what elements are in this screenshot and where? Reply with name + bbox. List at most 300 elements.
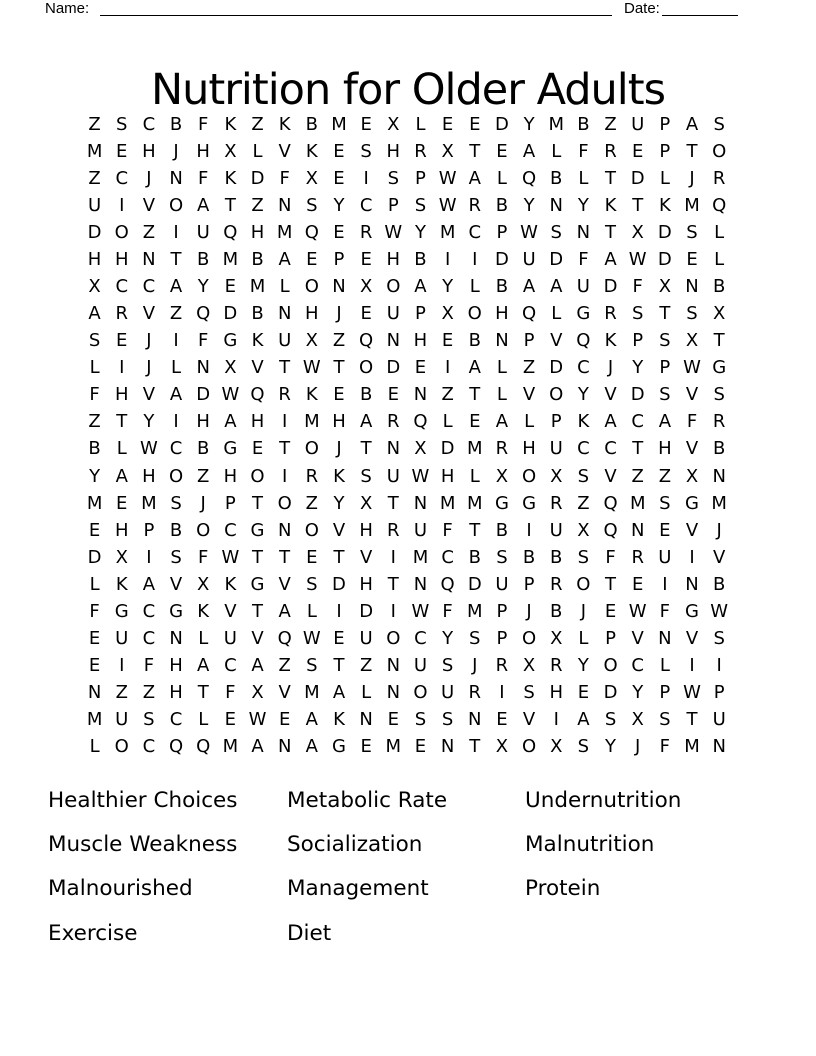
grid-letter: R — [468, 194, 482, 216]
grid-letter: U — [549, 519, 563, 541]
grid-letter: X — [577, 519, 590, 541]
grid-letter: K — [278, 113, 291, 135]
grid-letter: S — [116, 113, 128, 135]
grid-letter: J — [146, 357, 152, 379]
grid-letter: V — [142, 303, 156, 325]
grid-letter: B — [468, 330, 481, 352]
word-item: Socialization — [287, 832, 423, 858]
grid-letter: I — [173, 330, 179, 352]
grid-letter: E — [441, 330, 454, 352]
grid-letter: U — [413, 519, 428, 541]
grid-letter: B — [550, 600, 563, 622]
grid-letter: D — [630, 167, 645, 189]
grid-letter: G — [332, 736, 346, 758]
grid-letter: I — [119, 194, 125, 216]
grid-letter: Q — [413, 411, 428, 433]
grid-letter: D — [657, 221, 672, 243]
grid-letter: A — [142, 573, 156, 595]
grid-letter: L — [659, 655, 670, 677]
grid-letter: S — [306, 573, 318, 595]
grid-letter: T — [252, 600, 264, 622]
grid-letter: U — [549, 438, 563, 460]
grid-letter: B — [251, 303, 264, 325]
grid-letter: B — [468, 546, 481, 568]
grid-letter: H — [169, 682, 183, 704]
grid-letter: E — [116, 330, 128, 352]
grid-letter: M — [548, 113, 564, 135]
grid-letter: W — [683, 682, 701, 704]
grid-letter: C — [577, 357, 590, 379]
grid-letter: E — [632, 573, 644, 595]
grid-letter: E — [333, 140, 345, 162]
grid-letter: K — [604, 194, 617, 216]
grid-letter: B — [712, 573, 726, 595]
grid-letter: A — [197, 194, 210, 216]
grid-letter: A — [251, 736, 264, 758]
grid-letter: K — [224, 167, 237, 189]
grid-letter: H — [142, 140, 156, 162]
grid-letter: W — [438, 194, 457, 216]
grid-letter: F — [198, 113, 209, 135]
grid-letter: Y — [605, 736, 617, 758]
grid-letter: I — [716, 655, 722, 677]
grid-letter: X — [495, 736, 509, 758]
grid-letter: E — [306, 546, 318, 568]
grid-letter: S — [496, 546, 508, 568]
grid-letter: U — [278, 330, 292, 352]
grid-letter: L — [496, 167, 507, 189]
grid-letter: X — [115, 546, 128, 568]
grid-letter: Q — [304, 221, 319, 243]
grid-letter: T — [605, 573, 617, 595]
grid-letter: E — [116, 140, 128, 162]
grid-letter: C — [142, 600, 156, 622]
grid-letter: H — [142, 465, 156, 487]
grid-letter: R — [387, 411, 400, 433]
grid-letter: W — [628, 248, 647, 270]
grid-letter: P — [523, 330, 535, 352]
grid-letter: H — [305, 303, 319, 325]
grid-letter: I — [173, 221, 179, 243]
grid-letter: Z — [441, 384, 454, 406]
grid-letter: K — [577, 411, 590, 433]
grid-letter: D — [359, 600, 374, 622]
grid-letter: E — [333, 167, 345, 189]
grid-letter: A — [88, 303, 101, 325]
grid-letter: O — [386, 276, 401, 297]
grid-letter: W — [438, 167, 457, 189]
grid-letter: B — [88, 438, 101, 460]
grid-letter: V — [142, 384, 156, 406]
grid-letter: Y — [442, 628, 454, 650]
grid-letter: Q — [168, 736, 184, 758]
grid-letter: T — [605, 221, 617, 243]
grid-letter: P — [659, 682, 671, 704]
grid-letter: N — [413, 492, 428, 514]
grid-letter: C — [577, 438, 590, 460]
grid-letter: E — [278, 709, 291, 731]
grid-letter: O — [413, 682, 428, 704]
grid-letter: X — [305, 330, 318, 352]
grid-letter: U — [87, 194, 102, 216]
grid-letter: B — [169, 113, 183, 135]
grid-letter: E — [88, 519, 101, 541]
grid-letter: S — [713, 384, 725, 406]
grid-letter: Z — [88, 113, 101, 135]
grid-letter: I — [444, 357, 451, 379]
grid-letter: Y — [577, 384, 589, 406]
grid-letter: M — [86, 492, 103, 514]
grid-letter: U — [196, 221, 210, 243]
grid-letter: D — [223, 303, 238, 325]
grid-letter: V — [251, 628, 264, 650]
grid-letter: L — [89, 357, 100, 379]
grid-letter: D — [549, 248, 564, 270]
grid-letter: K — [224, 573, 237, 595]
word-item: Protein — [525, 876, 601, 902]
grid-letter: U — [115, 628, 129, 650]
grid-letter: T — [197, 682, 209, 704]
grid-letter: K — [305, 384, 318, 406]
grid-letter: K — [604, 330, 617, 352]
grid-letter: Y — [143, 411, 155, 433]
grid-letter: V — [685, 519, 699, 541]
grid-letter: Z — [305, 492, 318, 514]
grid-letter: Y — [577, 194, 589, 216]
grid-letter: O — [359, 357, 374, 379]
grid-letter: S — [88, 330, 101, 352]
grid-letter: X — [88, 276, 101, 297]
grid-letter: E — [88, 655, 101, 677]
grid-letter: X — [359, 276, 373, 297]
grid-letter: V — [251, 357, 264, 379]
grid-letter: T — [469, 519, 481, 541]
grid-letter: N — [712, 465, 726, 487]
grid-letter: L — [714, 221, 725, 243]
grid-letter: O — [521, 736, 537, 758]
grid-letter: W — [139, 438, 158, 460]
grid-letter: L — [442, 411, 453, 433]
grid-letter: P — [333, 248, 345, 270]
grid-letter: S — [550, 221, 562, 243]
grid-letter: J — [526, 600, 532, 622]
grid-letter: M — [304, 682, 320, 704]
grid-letter: N — [277, 519, 292, 541]
grid-letter: H — [196, 411, 210, 433]
grid-letter: B — [169, 519, 183, 541]
grid-letter: J — [635, 736, 641, 758]
grid-letter: L — [89, 736, 100, 758]
grid-letter: Y — [523, 194, 535, 216]
grid-letter: C — [414, 628, 427, 650]
grid-letter: N — [549, 194, 563, 216]
grid-letter: X — [441, 303, 454, 325]
grid-letter: F — [686, 411, 698, 433]
grid-letter: L — [171, 357, 182, 379]
grid-letter: B — [251, 248, 264, 270]
grid-letter: R — [549, 492, 563, 514]
grid-letter: E — [251, 438, 264, 460]
grid-letter: L — [198, 628, 209, 650]
grid-letter: M — [629, 492, 646, 514]
grid-letter: O — [576, 573, 591, 595]
grid-letter: O — [603, 655, 618, 677]
grid-letter: P — [387, 194, 399, 216]
grid-letter: Z — [251, 113, 264, 135]
grid-letter: R — [549, 655, 563, 677]
grid-letter: N — [142, 248, 156, 270]
grid-letter: M — [412, 546, 429, 568]
grid-letter: M — [439, 492, 456, 514]
grid-letter: H — [332, 411, 346, 433]
grid-letter: V — [224, 600, 237, 622]
grid-letter: S — [659, 709, 671, 731]
grid-letter: U — [386, 465, 400, 487]
grid-letter: V — [332, 519, 346, 541]
grid-letter: D — [630, 384, 645, 406]
grid-letter: F — [659, 600, 671, 622]
grid-letter: Q — [521, 167, 537, 189]
grid-letter: I — [689, 546, 695, 568]
word-list — [0, 778, 816, 978]
grid-letter: O — [114, 221, 129, 243]
grid-letter: I — [146, 546, 152, 568]
grid-letter: P — [659, 357, 671, 379]
grid-letter: I — [282, 465, 288, 487]
grid-letter: X — [713, 303, 726, 325]
grid-letter: T — [170, 248, 182, 270]
grid-letter: E — [224, 276, 237, 297]
grid-letter: P — [143, 519, 155, 541]
grid-letter: A — [414, 276, 427, 297]
grid-letter: M — [304, 411, 320, 433]
grid-letter: Z — [197, 465, 210, 487]
page-title: Nutrition for Older Adults — [150, 64, 666, 115]
grid-letter: B — [550, 546, 563, 568]
grid-letter: B — [550, 167, 563, 189]
grid-letter: Q — [250, 384, 265, 406]
grid-letter: Y — [577, 655, 589, 677]
grid-letter: M — [249, 276, 266, 297]
grid-letter: M — [86, 709, 103, 731]
grid-letter: L — [659, 167, 670, 189]
grid-letter: Q — [277, 628, 292, 650]
grid-letter: F — [279, 167, 290, 189]
grid-letter: E — [333, 221, 345, 243]
grid-letter: S — [631, 303, 644, 325]
grid-letter: A — [278, 600, 291, 622]
grid-letter: V — [142, 194, 156, 216]
grid-letter: N — [495, 330, 509, 352]
grid-letter: T — [387, 573, 399, 595]
grid-letter: M — [276, 221, 293, 243]
grid-letter: N — [169, 628, 183, 650]
grid-letter: R — [359, 221, 373, 243]
grid-letter: U — [441, 682, 455, 704]
grid-letter: O — [386, 628, 401, 650]
grid-letter: R — [468, 682, 482, 704]
grid-letter: F — [198, 167, 209, 189]
grid-letter: V — [550, 330, 563, 352]
grid-letter: X — [305, 167, 318, 189]
grid-letter: D — [386, 357, 401, 379]
grid-letter: C — [169, 438, 183, 460]
grid-letter: C — [115, 167, 129, 189]
grid-letter: C — [631, 655, 644, 677]
grid-letter: Y — [414, 221, 426, 243]
grid-letter: Q — [603, 519, 618, 541]
grid-letter: U — [115, 709, 129, 731]
grid-letter: S — [170, 492, 182, 514]
word-item: Healthier Choices — [48, 787, 238, 813]
word-item: Malnourished — [48, 876, 193, 902]
word-item: Undernutrition — [525, 787, 682, 813]
grid-letter: Y — [89, 465, 101, 487]
grid-letter: G — [223, 330, 238, 352]
grid-letter: Y — [197, 276, 209, 297]
grid-letter: F — [442, 519, 453, 541]
grid-letter: Y — [632, 357, 644, 379]
grid-letter: C — [115, 276, 129, 297]
grid-letter: Q — [196, 303, 211, 325]
grid-letter: C — [604, 438, 617, 460]
grid-letter: Z — [88, 411, 101, 433]
grid-letter: F — [225, 682, 236, 704]
grid-letter: F — [198, 330, 209, 352]
grid-letter: N — [386, 655, 401, 677]
grid-letter: H — [549, 682, 563, 704]
grid-letter: D — [657, 248, 672, 270]
grid-letter: E — [659, 519, 671, 541]
grid-letter: A — [522, 140, 536, 162]
grid-letter: F — [89, 600, 100, 622]
grid-letter: C — [631, 411, 644, 433]
grid-letter: I — [390, 546, 396, 568]
grid-letter: H — [386, 248, 401, 270]
grid-letter: A — [604, 248, 617, 270]
grid-letter: T — [224, 194, 236, 216]
grid-letter: B — [712, 276, 726, 297]
grid-letter: T — [659, 303, 671, 325]
grid-letter: T — [632, 438, 644, 460]
grid-letter: K — [333, 709, 345, 731]
grid-letter: T — [469, 384, 481, 406]
grid-letter: E — [469, 113, 481, 135]
grid-letter: R — [604, 303, 617, 325]
grid-letter: M — [222, 736, 239, 758]
grid-letter: O — [304, 438, 319, 460]
grid-letter: S — [523, 682, 535, 704]
grid-letter: P — [415, 167, 426, 189]
grid-letter: N — [277, 736, 292, 758]
word-search-grid — [81, 111, 733, 761]
grid-letter: O — [196, 519, 211, 541]
grid-letter: H — [223, 465, 238, 487]
grid-letter: U — [631, 113, 645, 135]
grid-letter: Y — [442, 276, 454, 297]
grid-letter: R — [712, 167, 726, 189]
grid-letter: V — [685, 438, 699, 460]
grid-letter: L — [198, 709, 209, 731]
grid-letter: J — [200, 492, 206, 514]
grid-letter: X — [359, 492, 373, 514]
grid-letter: U — [522, 248, 536, 270]
grid-letter: P — [496, 221, 508, 243]
grid-letter: L — [496, 357, 507, 379]
grid-letter: J — [689, 167, 695, 189]
grid-letter: N — [712, 736, 726, 758]
grid-letter: N — [359, 709, 373, 731]
grid-letter: O — [521, 465, 537, 487]
grid-letter: A — [197, 655, 210, 677]
grid-letter: O — [168, 194, 184, 216]
grid-letter: H — [522, 438, 536, 460]
grid-letter: Q — [196, 736, 211, 758]
grid-letter: O — [304, 276, 319, 297]
grid-letter: U — [359, 628, 373, 650]
grid-letter: A — [332, 682, 346, 704]
grid-letter: G — [685, 600, 699, 622]
grid-letter: E — [686, 248, 698, 270]
grid-letter: S — [577, 465, 590, 487]
grid-letter: X — [631, 709, 644, 731]
grid-letter: Y — [523, 113, 535, 135]
grid-letter: P — [224, 492, 236, 514]
grid-letter: V — [278, 140, 291, 162]
grid-letter: R — [387, 519, 400, 541]
grid-letter: Z — [88, 167, 101, 189]
grid-letter: N — [386, 682, 401, 704]
grid-letter: T — [713, 330, 725, 352]
grid-letter: G — [169, 600, 184, 622]
grid-letter: U — [495, 573, 509, 595]
grid-letter: I — [390, 600, 396, 622]
grid-letter: L — [551, 303, 562, 325]
grid-letter: G — [712, 357, 727, 379]
grid-letter: A — [115, 465, 128, 487]
grid-letter: R — [495, 438, 509, 460]
grid-letter: C — [468, 221, 482, 243]
grid-letter: P — [659, 113, 671, 135]
grid-letter: A — [604, 411, 617, 433]
grid-letter: E — [387, 709, 399, 731]
grid-letter: P — [713, 682, 725, 704]
grid-letter: S — [414, 709, 427, 731]
grid-letter: I — [472, 248, 478, 270]
grid-letter: I — [119, 357, 125, 379]
grid-letter: L — [252, 140, 263, 162]
grid-letter: M — [331, 113, 347, 135]
grid-letter: W — [710, 600, 729, 622]
grid-letter: X — [550, 736, 563, 758]
grid-letter: S — [143, 709, 155, 731]
grid-letter: V — [278, 573, 291, 595]
grid-letter: Z — [658, 465, 672, 487]
grid-letter: H — [413, 330, 428, 352]
grid-letter: H — [169, 655, 183, 677]
grid-letter: N — [576, 221, 591, 243]
grid-letter: O — [549, 384, 564, 406]
grid-letter: Z — [142, 221, 156, 243]
grid-letter: X — [387, 113, 400, 135]
grid-letter: V — [685, 628, 699, 650]
grid-letter: T — [252, 546, 264, 568]
grid-letter: Q — [603, 492, 618, 514]
grid-letter: V — [713, 546, 726, 568]
grid-letter: D — [87, 221, 102, 243]
grid-letter: C — [142, 628, 156, 650]
grid-letter: N — [332, 276, 346, 297]
